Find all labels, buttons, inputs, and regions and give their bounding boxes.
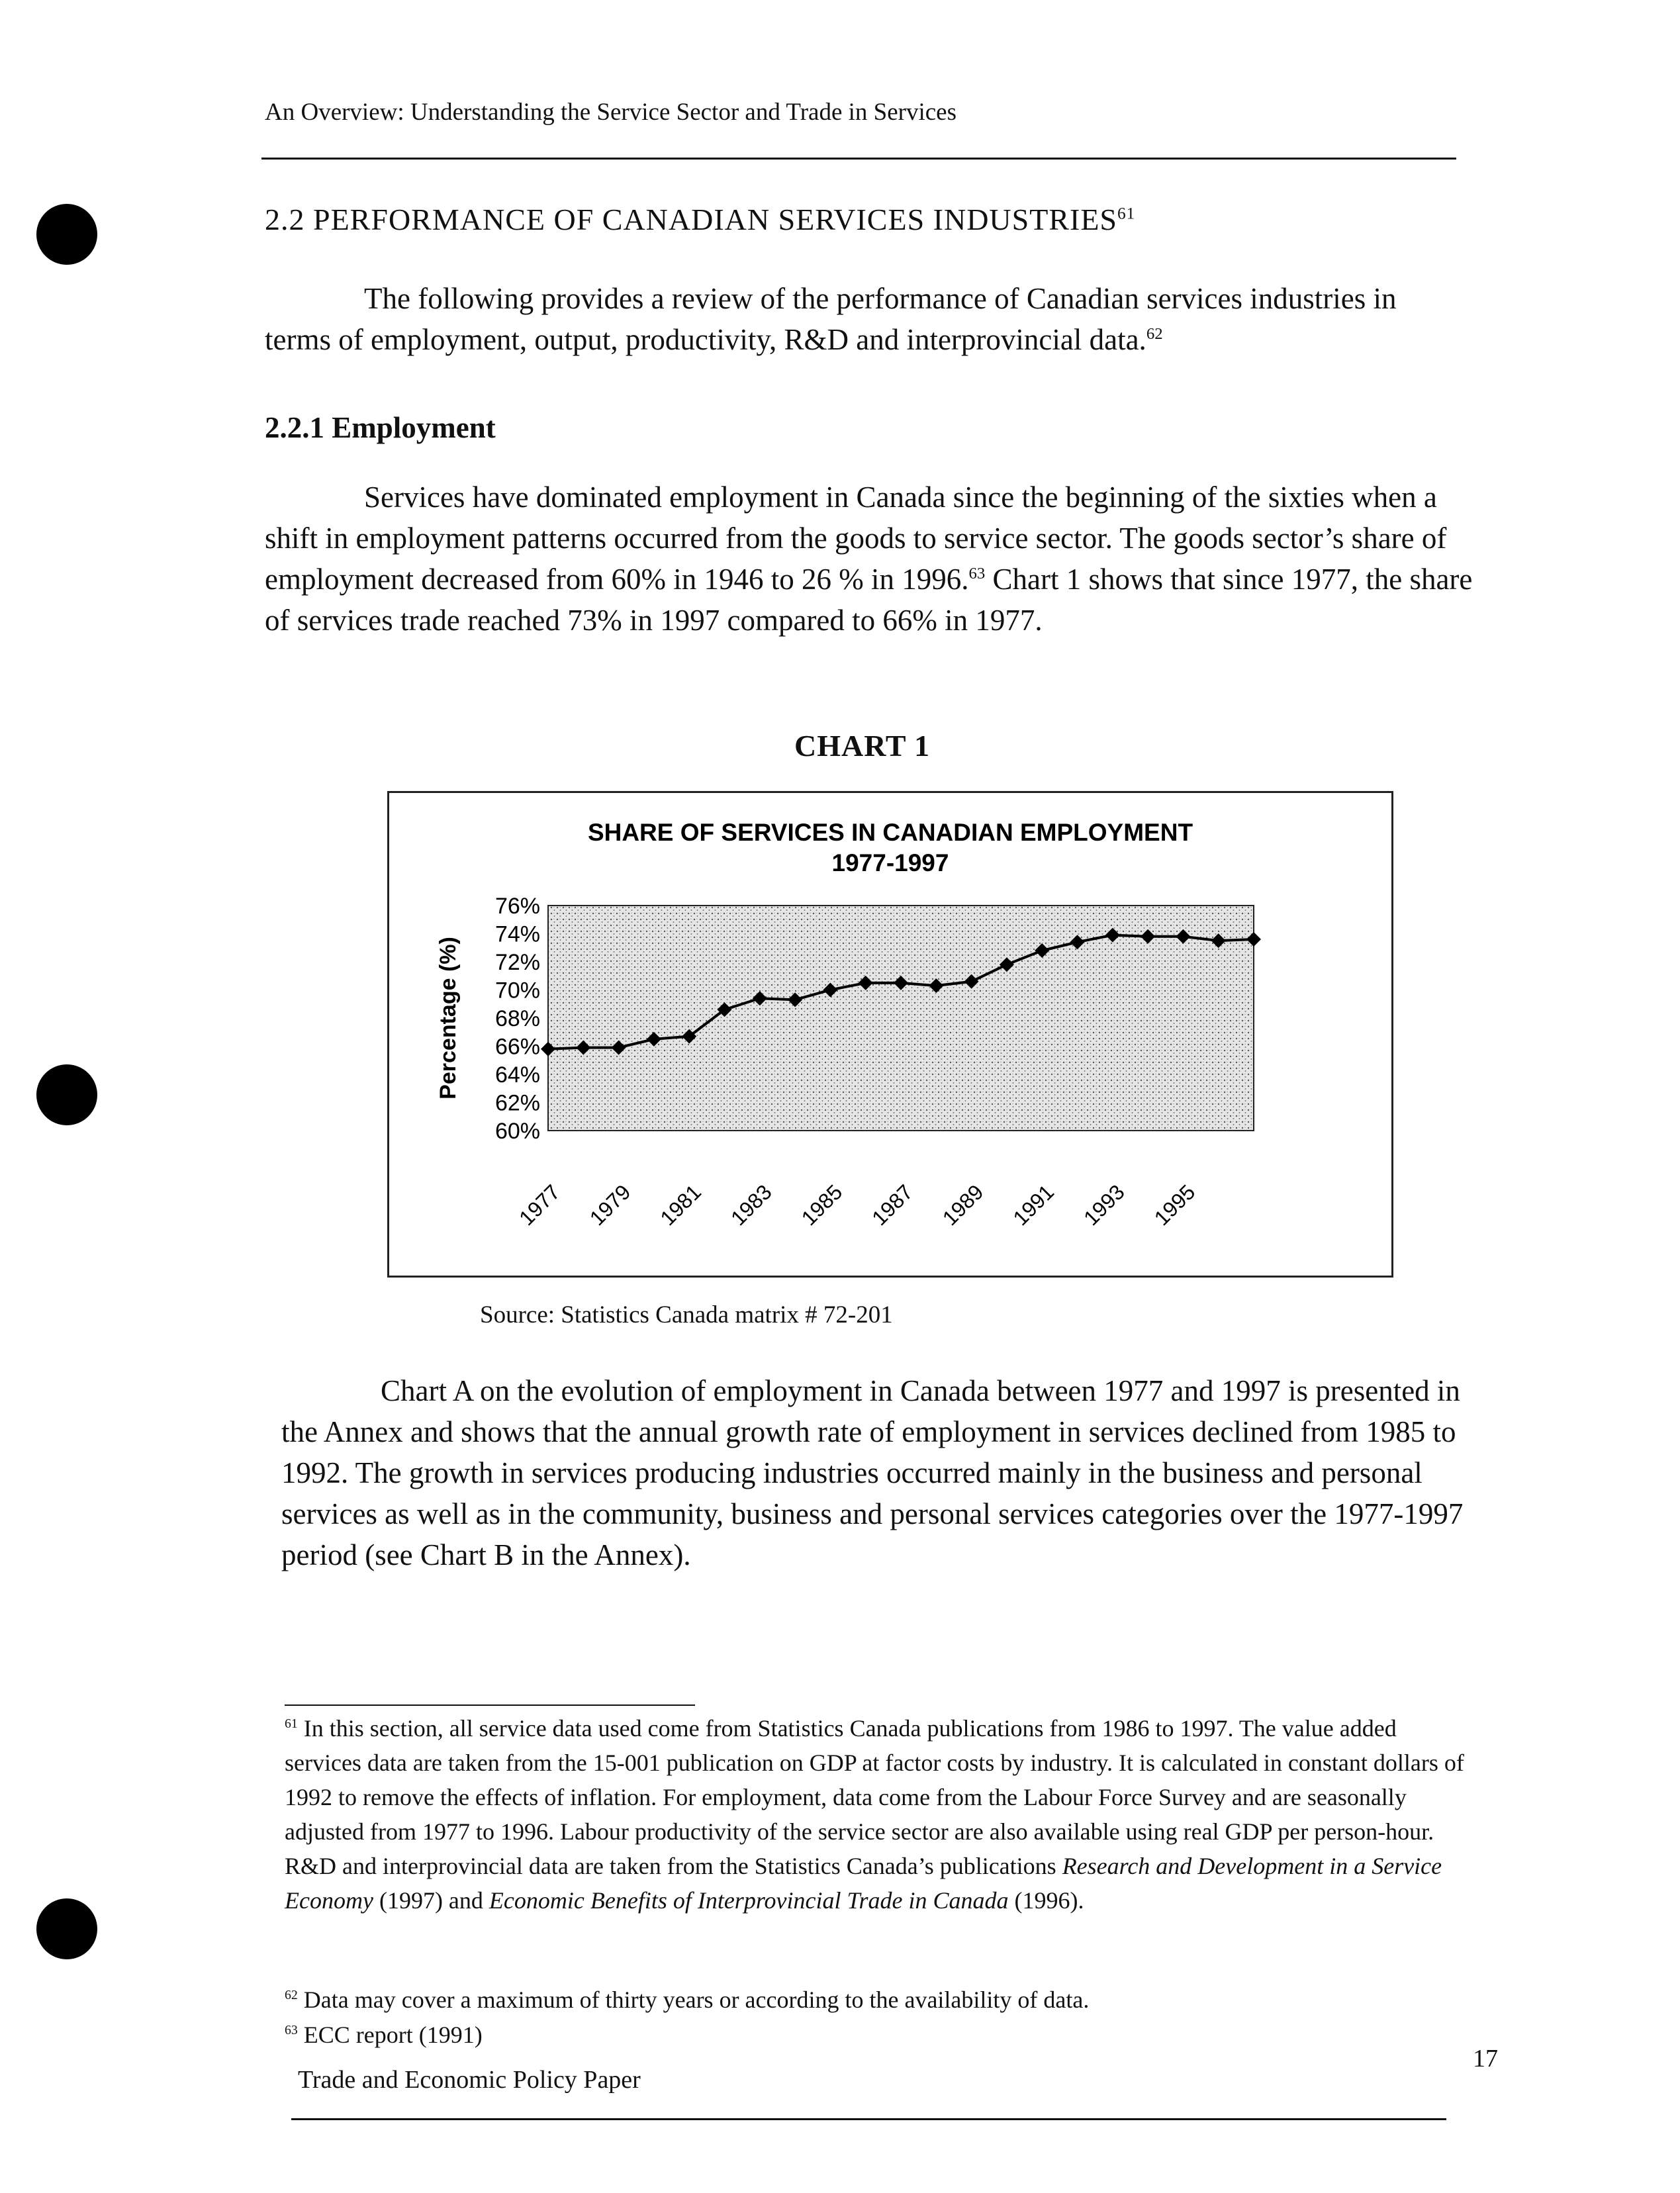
x-tick-label: 1979 <box>584 1180 635 1231</box>
chart-frame <box>387 791 1393 1278</box>
x-tick-label: 1991 <box>1008 1180 1059 1231</box>
footnote-62: $^{62}$ Data may cover a maximum of thirty years or according to the availability of data. <box>285 1986 1090 2013</box>
x-tick-label: 1985 <box>796 1180 847 1231</box>
footnote-61: $^{61}$ In this section, all service data used come from Statistics Canada publications from 1986 to 1997. The value added services data are taken from the 15-001 publication on GDP at factor costs by industry. It is calculated in constant dollars of 1992 to remove the effects of inflation. For employment, data come from the Labour Force Survey and are seasonally adjusted from 1977 to 1996. Labour productivity of the service sector are also available using real GDP per person-hour. R&D and interprovincial data are taken from the Statistics Canada’s publications Research and Development in a Service Economy (1997) and Economic Benefits of Interprovincial Trade in Canada (1996). <box>285 1715 1464 1914</box>
chart-source: Source: Statistics Canada matrix # 72-201 <box>480 1301 893 1329</box>
footnote-ref-61: 61 <box>1117 204 1136 223</box>
footnote-ref-62: 62 <box>1146 325 1163 343</box>
running-header: An Overview: Understanding the Service Sector and Trade in Services <box>265 99 957 126</box>
annex-paragraph: Chart A on the evolution of employment in Canada between 1977 and 1997 is presented in the Annex and shows that the annual growth rate of employment in services declined from 1985 to 1992. The growth in services producing industries occurred mainly in the business and personal services as well as in the community, business and personal services categories over the 1977-1997 period (see Chart B in the Annex). <box>281 1374 1464 1571</box>
x-tick-label: 1983 <box>725 1180 776 1231</box>
y-tick-label: 60% <box>494 1119 540 1144</box>
binder-hole-1 <box>36 204 97 265</box>
binder-hole-3 <box>36 1898 97 1959</box>
x-tick-label: 1995 <box>1149 1180 1200 1231</box>
section-title: 2.2 PERFORMANCE OF CANADIAN SERVICES INDUSTRIES$^{61}$ <box>265 203 1136 236</box>
y-tick-label: 68% <box>494 1006 540 1031</box>
header-rule <box>261 158 1456 160</box>
y-tick-label: 66% <box>494 1034 540 1060</box>
y-tick-label: 72% <box>494 950 540 975</box>
x-tick-label: 1989 <box>937 1180 988 1231</box>
x-tick-label: 1993 <box>1078 1180 1129 1231</box>
binder-hole-2 <box>36 1064 97 1125</box>
intro-paragraph: The following provides a review of the performance of Canadian services industries in terms of employment, output, productivity, R&D and interprovincial data.$^{62}$ <box>265 282 1397 356</box>
footnote-rule <box>285 1704 695 1706</box>
page-number: 17 <box>1473 2045 1498 2073</box>
employment-paragraph: Services have dominated employment in Canada since the beginning of the sixties when a shift in employment patterns occurred from the goods to service sector. The goods sector’s share of employment decreased from 60% in 1946 to 26 % in 1996.63 Chart 1 shows that since 1977, the share of services trade reached 73% in 1997 compared to 66% in 1977. <box>265 481 1473 637</box>
footer-rule <box>291 2118 1446 2120</box>
y-tick-label: 74% <box>494 921 540 947</box>
y-axis-label: Percentage (%) <box>436 937 461 1099</box>
footer-title: Trade and Economic Policy Paper <box>298 2066 641 2094</box>
x-tick-label: 1987 <box>867 1180 917 1231</box>
y-tick-label: 70% <box>494 978 540 1003</box>
chart-label: CHART 1 <box>794 729 931 763</box>
y-tick-label: 64% <box>494 1062 540 1088</box>
y-tick-label: 76% <box>494 894 540 919</box>
footnote-ref-63: 63 <box>968 565 986 583</box>
y-tick-label: 62% <box>494 1090 540 1116</box>
x-tick-label: 1977 <box>514 1180 565 1231</box>
chart-subtitle: 1977-1997 <box>831 849 949 876</box>
employment-line-chart <box>389 793 1391 1276</box>
x-tick-label: 1981 <box>655 1180 706 1231</box>
subsection-title: 2.2.1 Employment <box>265 411 496 444</box>
footnote-63: $^{63}$ ECC report (1991) <box>285 2022 483 2048</box>
chart-title: SHARE OF SERVICES IN CANADIAN EMPLOYMENT <box>587 819 1193 846</box>
